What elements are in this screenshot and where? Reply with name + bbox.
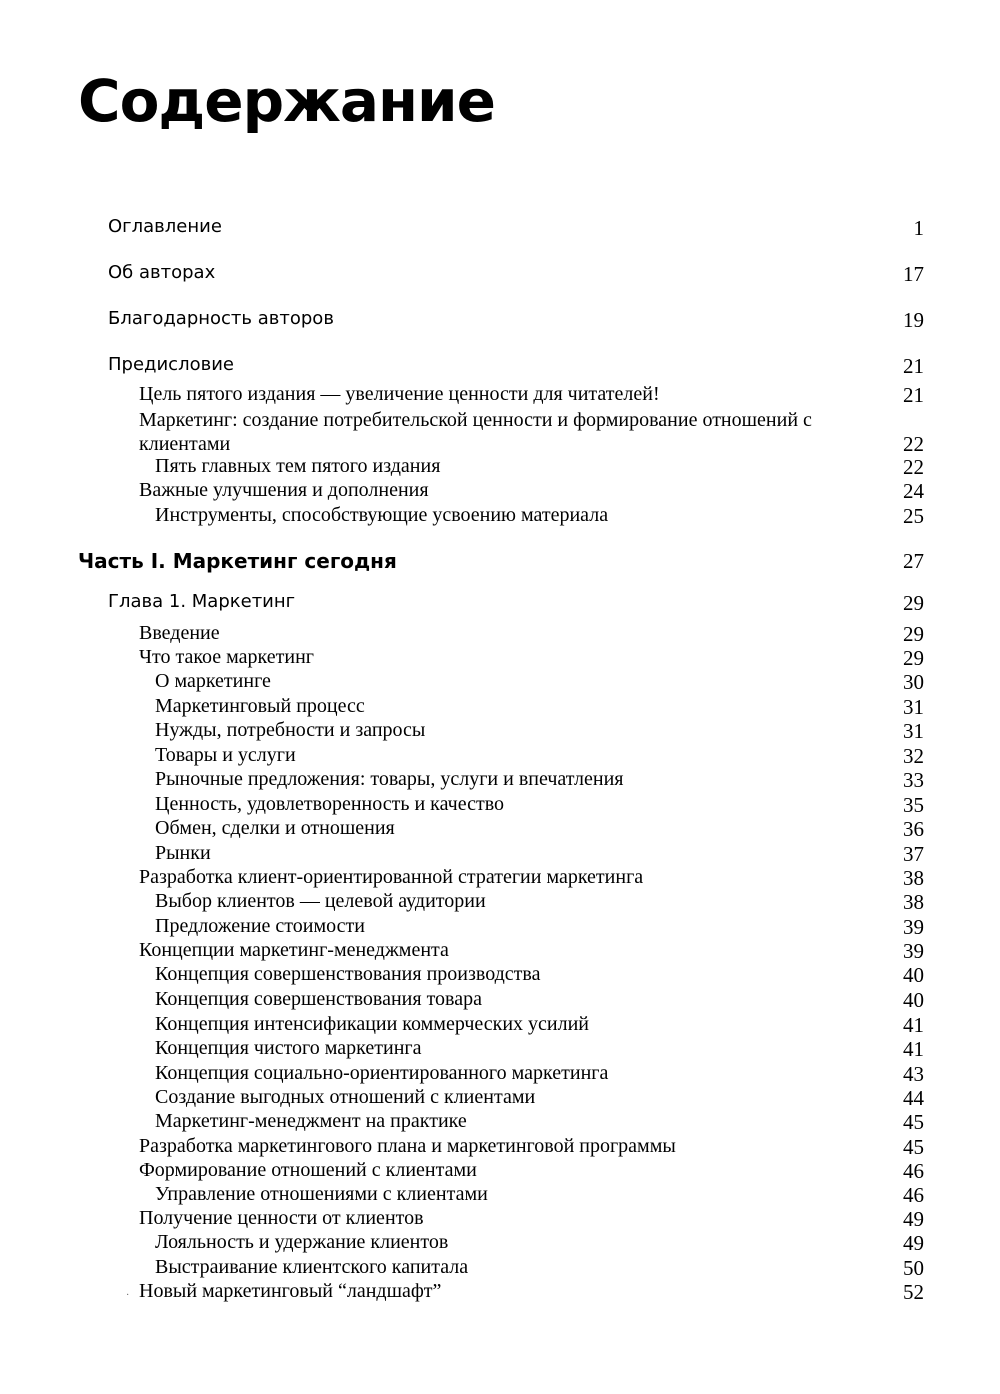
toc-entry-title: Лояльность и удержание клиентов — [155, 1231, 449, 1253]
toc-entry-page-number: 49 — [903, 1207, 924, 1231]
toc-entry[interactable] — [0, 890, 1000, 916]
toc-entry-title: Концепция совершенствования товара — [155, 988, 482, 1010]
toc-entry-title: Введение — [139, 622, 220, 644]
toc-entry-page-number: 46 — [903, 1159, 924, 1183]
toc-entry[interactable] — [0, 1159, 1000, 1185]
toc-entry-title: Концепция совершенствования производства — [155, 963, 541, 985]
toc-entry[interactable] — [0, 408, 1000, 456]
toc-entry[interactable] — [0, 216, 1000, 242]
toc-entry-title: Выбор клиентов — целевой аудитории — [155, 890, 486, 912]
toc-entry-page-number: 37 — [903, 842, 924, 866]
toc-entry-page-number: 41 — [903, 1037, 924, 1061]
toc-entry-title: Предисловие — [108, 354, 234, 375]
toc-entry[interactable] — [0, 1062, 1000, 1088]
toc-entry-page-number: 38 — [903, 866, 924, 890]
toc-entry-title: Разработка маркетингового плана и маркетинговой программы — [139, 1135, 676, 1157]
toc-entry-page-number: 40 — [903, 963, 924, 987]
toc-entry-title: Благодарность авторов — [108, 308, 334, 329]
toc-entry[interactable] — [0, 1110, 1000, 1136]
toc-entry[interactable] — [0, 866, 1000, 892]
toc-entry[interactable] — [0, 768, 1000, 794]
toc-entry[interactable] — [0, 1013, 1000, 1039]
toc-entry-page-number: 29 — [903, 622, 924, 646]
toc-entry-title: Ценность, удовлетворенность и качество — [155, 793, 505, 815]
toc-entry-page-number: 30 — [903, 670, 924, 694]
toc-entry-page-number: 22 — [903, 455, 924, 479]
toc-entry[interactable] — [0, 622, 1000, 648]
toc-entry[interactable] — [0, 842, 1000, 868]
toc-entry-page-number: 39 — [903, 915, 924, 939]
toc-entry-title: Пять главных тем пятого издания — [155, 455, 441, 477]
toc-entry-title: Глава 1. Маркетинг — [108, 591, 296, 612]
toc-entry[interactable] — [0, 549, 1000, 575]
toc-entry[interactable] — [0, 1256, 1000, 1282]
toc-entry[interactable] — [0, 479, 1000, 505]
toc-entry-page-number: 22 — [903, 432, 924, 456]
toc-entry-title: Формирование отношений с клиентами — [139, 1159, 477, 1181]
toc-entry-title: Нужды, потребности и запросы — [155, 719, 426, 741]
toc-entry[interactable] — [0, 939, 1000, 965]
toc-entry-title: О маркетинге — [155, 670, 271, 692]
toc-entry-page-number: 31 — [903, 695, 924, 719]
toc-entry[interactable] — [0, 817, 1000, 843]
toc-entry-title: Маркетинговый процесс — [155, 695, 365, 717]
toc-entry-title: Концепция интенсификации коммерческих усилий — [155, 1013, 590, 1035]
toc-entry[interactable] — [0, 988, 1000, 1014]
toc-entry-title: Что такое маркетинг — [139, 646, 314, 668]
toc-entry[interactable] — [0, 308, 1000, 334]
toc-entry[interactable] — [0, 744, 1000, 770]
toc-entry-title: Часть I. Маркетинг сегодня — [78, 549, 397, 573]
toc-entry-page-number: 1 — [913, 216, 924, 240]
toc-entry[interactable] — [0, 504, 1000, 530]
toc-entry[interactable] — [0, 695, 1000, 721]
toc-entry-title: Концепция социально-ориентированного маркетинга — [155, 1062, 609, 1084]
toc-entry[interactable] — [0, 646, 1000, 672]
toc-entry-page-number: 45 — [903, 1110, 924, 1134]
toc-entry[interactable] — [0, 354, 1000, 380]
toc-entry[interactable] — [0, 1037, 1000, 1063]
toc-entry[interactable] — [0, 719, 1000, 745]
toc-entry-page-number: 50 — [903, 1256, 924, 1280]
toc-entry-page-number: 19 — [903, 308, 924, 332]
toc-entry-title: Получение ценности от клиентов — [139, 1207, 424, 1229]
toc-entry-page-number: 29 — [903, 646, 924, 670]
toc-entry[interactable] — [0, 383, 1000, 409]
toc-entry-page-number: 31 — [903, 719, 924, 743]
toc-entry-page-number: 21 — [903, 383, 924, 407]
toc-entry[interactable] — [0, 1135, 1000, 1161]
toc-entry[interactable] — [0, 670, 1000, 696]
toc-entry-page-number: 43 — [903, 1062, 924, 1086]
toc-entry-page-number: 46 — [903, 1183, 924, 1207]
toc-entry[interactable] — [0, 1231, 1000, 1257]
toc-entry-title: Управление отношениями с клиентами — [155, 1183, 488, 1205]
toc-entry-title: Оглавление — [108, 216, 222, 237]
toc-entry-title: Создание выгодных отношений с клиентами — [155, 1086, 536, 1108]
toc-entry-page-number: 44 — [903, 1086, 924, 1110]
toc-entry-title: Рыночные предложения: товары, услуги и впечатления — [155, 768, 624, 790]
toc-entry[interactable] — [0, 793, 1000, 819]
toc-entry-page-number: 21 — [903, 354, 924, 378]
toc-entry-page-number: 24 — [903, 479, 924, 503]
toc-entry-page-number: 35 — [903, 793, 924, 817]
toc-entry-page-number: 49 — [903, 1231, 924, 1255]
toc-entry-title: Выстраивание клиентского капитала — [155, 1256, 469, 1278]
toc-entry-title: Инструменты, способствующие усвоению материала — [155, 504, 609, 526]
toc-entry-page-number: 39 — [903, 939, 924, 963]
toc-entry[interactable] — [0, 262, 1000, 288]
toc-entry-title: Обмен, сделки и отношения — [155, 817, 395, 839]
toc-entry[interactable] — [0, 915, 1000, 941]
toc-entry[interactable] — [0, 1207, 1000, 1233]
toc-entry-title: Важные улучшения и дополнения — [139, 479, 429, 501]
toc-entry-page-number: 41 — [903, 1013, 924, 1037]
toc-entry-page-number: 29 — [903, 591, 924, 615]
toc-entry-page-number: 52 — [903, 1280, 924, 1304]
toc-entry-page-number: 38 — [903, 890, 924, 914]
toc-entry[interactable] — [0, 963, 1000, 989]
toc-entry-title: Разработка клиент-ориентированной стратегии маркетинга — [139, 866, 644, 888]
toc-entry-page-number: 32 — [903, 744, 924, 768]
toc-entry-title: Новый маркетинговый “ландшафт” — [139, 1280, 442, 1302]
toc-entry-page-number: 33 — [903, 768, 924, 792]
toc-entry-title: Концепции маркетинг-менеджмента — [139, 939, 449, 961]
toc-entry-page-number: 45 — [903, 1135, 924, 1159]
toc-entry[interactable] — [0, 455, 1000, 481]
toc-entry[interactable] — [0, 1086, 1000, 1112]
toc-entry-title: Маркетинг-менеджмент на практике — [155, 1110, 467, 1132]
toc-entry[interactable] — [0, 1183, 1000, 1209]
toc-entry-title: Рынки — [155, 842, 211, 864]
toc-entry-title: Цель пятого издания — увеличение ценности для читателей! — [139, 383, 660, 405]
toc-entry-page-number: 25 — [903, 504, 924, 528]
toc-entry-page-number: 27 — [903, 549, 924, 573]
toc-entry-title: Товары и услуги — [155, 744, 296, 766]
toc-entry-title: Концепция чистого маркетинга — [155, 1037, 422, 1059]
page-title: Содержание — [78, 67, 496, 135]
toc-entry-title: Маркетинг: создание потребительской ценности и формирование отношений с клиентами — [139, 409, 812, 455]
toc-entry-title: Предложение стоимости — [155, 915, 365, 937]
toc-entry-title: Об авторах — [108, 262, 216, 283]
toc-entry[interactable] — [0, 591, 1000, 617]
toc-entry-page-number: 40 — [903, 988, 924, 1012]
toc-entry[interactable] — [0, 1280, 1000, 1306]
toc-entry-page-number: 36 — [903, 817, 924, 841]
scan-speck: · — [126, 1290, 130, 1301]
toc-entry-page-number: 17 — [903, 262, 924, 286]
